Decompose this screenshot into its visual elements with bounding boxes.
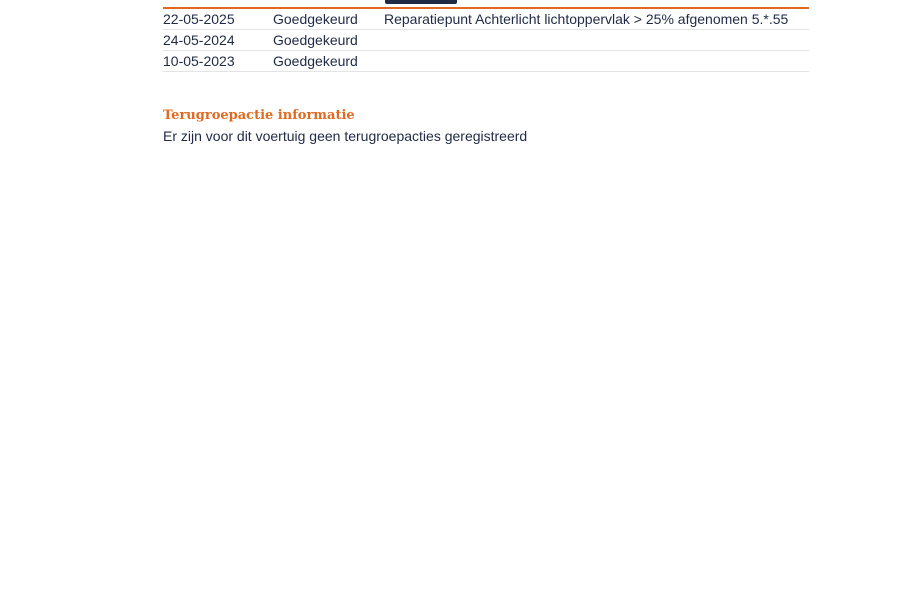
report-content — [163, 0, 809, 144]
inspection-remark — [384, 51, 809, 72]
inspection-date: 22-05-2025 — [163, 9, 273, 30]
recall-message: Er zijn voor dit voertuig geen terugroepacties geregistreerd — [163, 128, 528, 144]
inspection-result: Goedgekeurd — [273, 9, 384, 30]
recall-section — [163, 108, 809, 144]
inspection-remark — [384, 30, 809, 51]
table-row — [163, 30, 809, 51]
apk-history-table — [163, 9, 809, 72]
table-row — [163, 9, 809, 30]
table-row — [163, 51, 809, 72]
section-header-rule — [163, 0, 809, 9]
inspection-remark: Reparatiepunt Achterlicht lichtoppervlak > 25% afgenomen 5.*.55 — [384, 9, 809, 30]
cropped-heading-fragment — [385, 0, 457, 4]
recall-section-title: Terugroepactie informatie — [163, 108, 355, 123]
inspection-result: Goedgekeurd — [273, 51, 384, 72]
inspection-date: 24-05-2024 — [163, 30, 273, 51]
inspection-date: 10-05-2023 — [163, 51, 273, 72]
inspection-result: Goedgekeurd — [273, 30, 384, 51]
